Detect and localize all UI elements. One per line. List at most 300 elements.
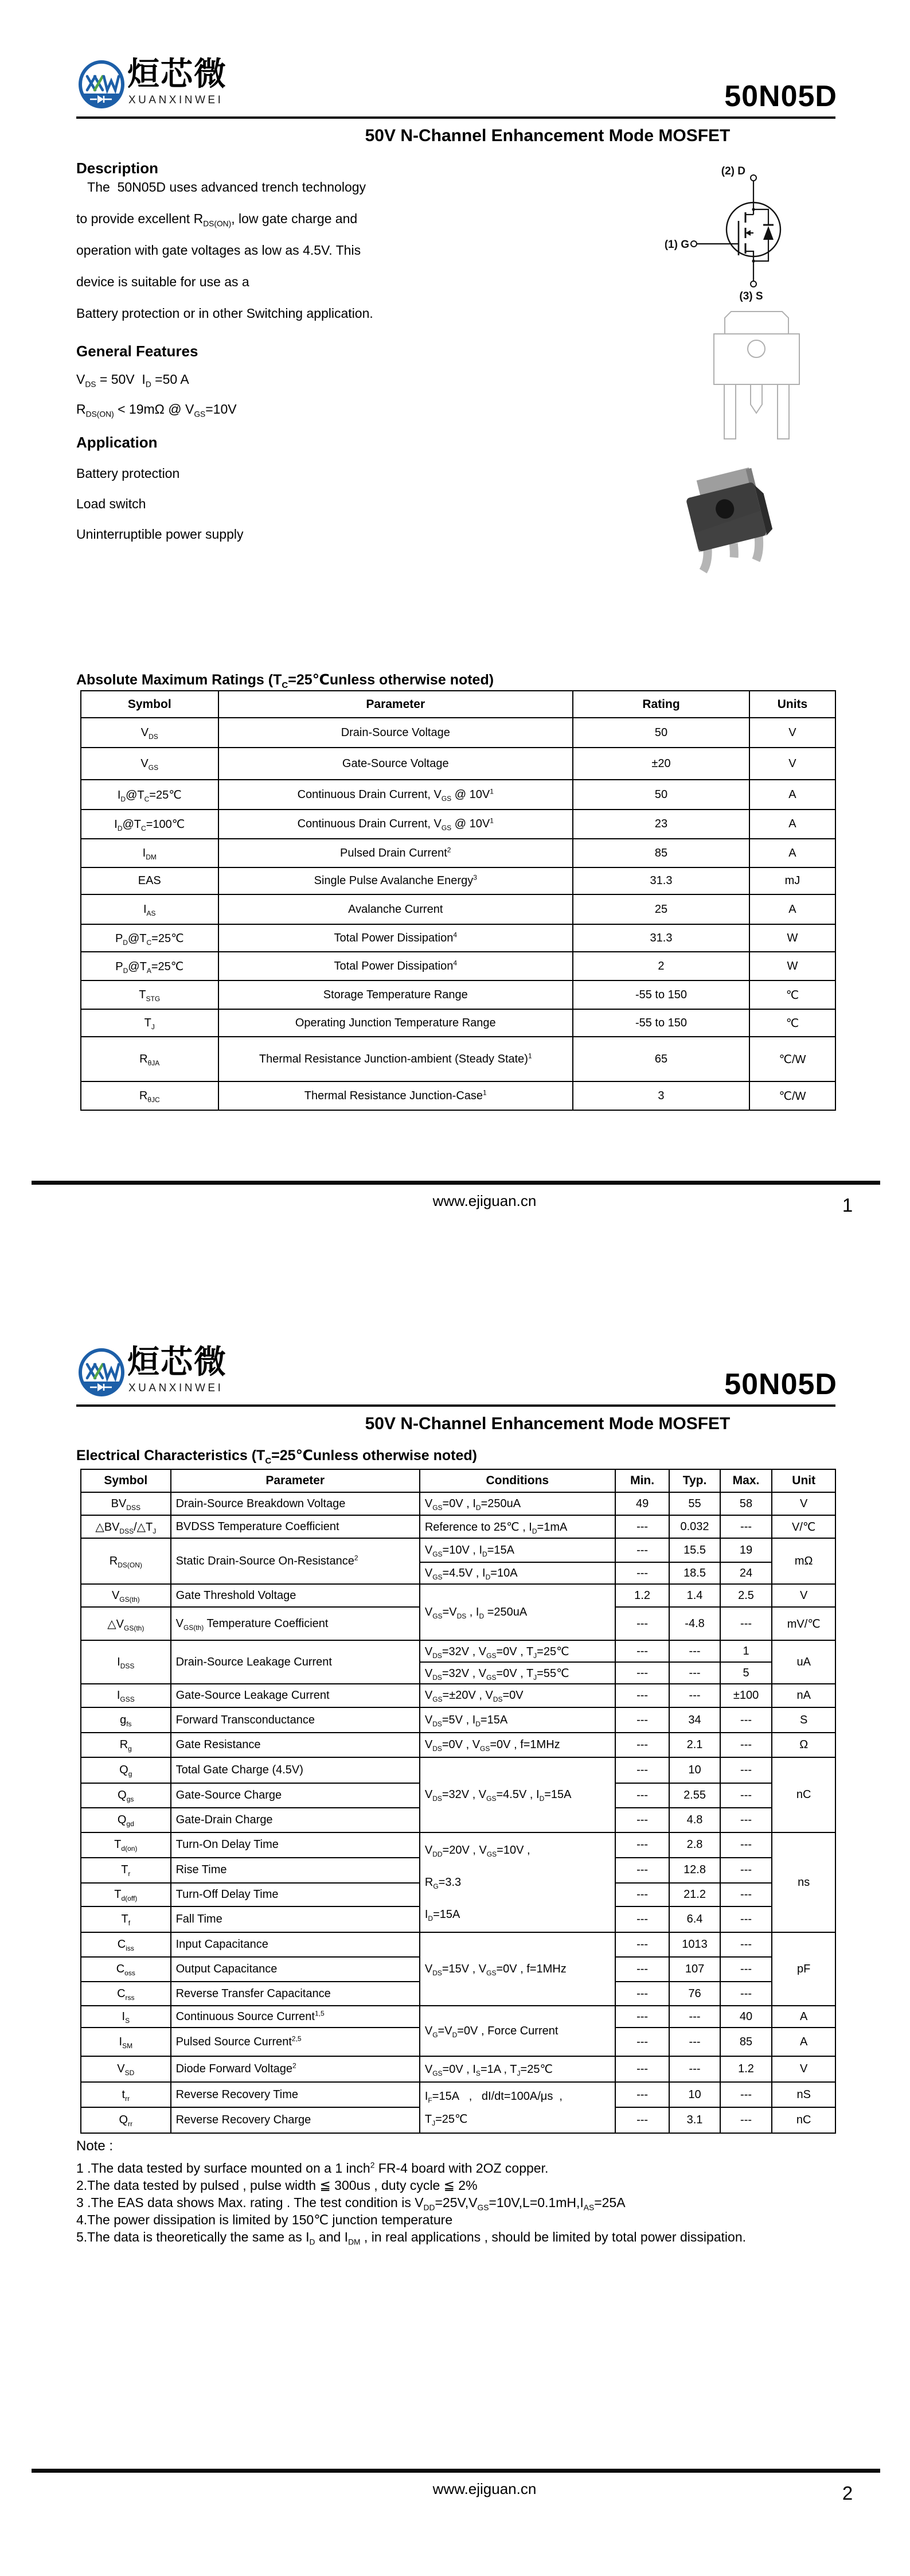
table-cell: ---	[615, 1662, 670, 1684]
table-cell: ±20	[573, 748, 749, 780]
table-cell: Single Pulse Avalanche Energy$^3$	[218, 867, 573, 894]
table-cell: Reverse Recovery Charge	[171, 2107, 420, 2133]
table-cell: ---	[720, 1707, 772, 1733]
table-row	[81, 1515, 835, 1538]
description-line: device is suitable for use as a	[76, 274, 249, 289]
footer-website: www.ejiguan.cn	[432, 1192, 537, 1209]
brand-logo-icon	[78, 60, 125, 109]
table-cell: 18.5	[669, 1562, 720, 1584]
table-cell: $\triangle V_{GS(th)}$	[81, 1607, 171, 1640]
table-cell: 34	[669, 1707, 720, 1733]
table-cell: ---	[720, 1982, 772, 2006]
table-cell: $g_{fs}$	[81, 1707, 171, 1733]
table-cell: ---	[615, 2056, 670, 2082]
table-row	[81, 780, 835, 810]
table-cell: $V_{DS}=32V$ , $V_{GS}=0V$ , $T_J=55℃$	[420, 1662, 615, 1684]
table-row	[81, 2082, 835, 2107]
table-cell: $C_{rss}$	[81, 1982, 171, 2006]
table-cell: $I_D@T_C=100℃$	[81, 810, 218, 839]
table-cell: 2.8	[669, 1832, 720, 1858]
part-number-title: 50N05D	[724, 80, 837, 113]
table-cell: $Q_{gd}$	[81, 1808, 171, 1832]
table-cell: ---	[615, 1858, 670, 1884]
general-features-list	[76, 372, 592, 431]
application-item: Battery protection	[76, 466, 180, 481]
table-cell: pF	[772, 1932, 835, 2006]
table-cell: 1	[720, 1640, 772, 1662]
table-cell: BVDSS Temperature Coefficient	[171, 1515, 420, 1538]
table-cell: 0.032	[669, 1515, 720, 1538]
table-cell: Total Power Dissipation$^4$	[218, 924, 573, 952]
table-row	[81, 1492, 835, 1515]
table-cell: 12.8	[669, 1858, 720, 1884]
table-row	[81, 1757, 835, 1783]
table-cell: $T_f$	[81, 1906, 171, 1932]
table-cell: Turn-Off Delay Time	[171, 1883, 420, 1906]
table-cell: -55 to 150	[573, 1009, 749, 1037]
table-cell: $R_{DS(ON)}$	[81, 1538, 171, 1584]
table-cell: ---	[669, 2028, 720, 2056]
table-cell: $V_{GS}$	[81, 748, 218, 780]
table-cell: $V_{DS}=15V$ , $V_{GS}=0V$ , f=1MHz	[420, 1932, 615, 2006]
table-cell: Avalanche Current	[218, 894, 573, 924]
table-cell: V	[772, 1492, 835, 1515]
column-header: Rating	[573, 691, 749, 718]
table-row	[81, 1037, 835, 1081]
table-cell: $C_{oss}$	[81, 1957, 171, 1982]
table-cell: -4.8	[669, 1607, 720, 1640]
table-cell: ---	[615, 1982, 670, 2006]
header-rule	[76, 116, 835, 119]
table-cell: $P_D@T_A=25℃$	[81, 952, 218, 980]
table-cell: 1.2	[720, 2056, 772, 2082]
table-cell: $V_{GS}=0V$ , $I_D=250uA$	[420, 1492, 615, 1515]
table-cell: ---	[720, 1808, 772, 1832]
page-number: 2	[842, 2482, 853, 2504]
table-cell: ---	[669, 1640, 720, 1662]
table-cell: ---	[615, 1957, 670, 1982]
table-cell: ---	[720, 1957, 772, 1982]
column-header: Parameter	[218, 691, 573, 718]
table-cell: A	[749, 894, 835, 924]
table-cell: ℃	[749, 980, 835, 1009]
description-line: operation with gate voltages as low as 4.5V. This	[76, 243, 361, 258]
table-cell: mΩ	[772, 1538, 835, 1584]
table-cell: ---	[720, 1832, 772, 1858]
table-cell: $V_{DD}=20V$ , $V_{GS}=10V$ , $R_G=3.3$ $I_D=15A$	[420, 1832, 615, 1932]
table-cell: $V_{GS(th)}$ Temperature Coefficient	[171, 1607, 420, 1640]
table-cell: $V_{GS}=V_{DS}$ , $I_D =250uA$	[420, 1584, 615, 1640]
table-cell: Input Capacitance	[171, 1932, 420, 1957]
table-cell: 85	[720, 2028, 772, 2056]
table-row	[81, 2006, 835, 2028]
table-cell: $C_{iss}$	[81, 1932, 171, 1957]
column-header: Max.	[720, 1469, 772, 1492]
table-cell: 2.55	[669, 1783, 720, 1808]
table-cell: $V_{SD}$	[81, 2056, 171, 2082]
table-cell: Total Gate Charge (4.5V)	[171, 1757, 420, 1783]
table-cell: 49	[615, 1492, 670, 1515]
table-row	[81, 1009, 835, 1037]
table-cell: V	[772, 1584, 835, 1607]
table-row	[81, 1932, 835, 1957]
table-cell: $V_{GS}=\pm 20V$ , $V_{DS}=0V$	[420, 1684, 615, 1707]
table-cell: Reverse Recovery Time	[171, 2082, 420, 2107]
table-cell: mV/℃	[772, 1607, 835, 1640]
table-cell: ---	[669, 2006, 720, 2028]
table-cell: $I_{GSS}$	[81, 1684, 171, 1707]
table-cell: Gate Resistance	[171, 1733, 420, 1757]
notes-list	[76, 2159, 827, 2246]
table-cell: $t_{rr}$	[81, 2082, 171, 2107]
description-paragraph	[76, 180, 592, 337]
table-cell: Turn-On Delay Time	[171, 1832, 420, 1858]
table-cell: A	[772, 2006, 835, 2028]
note-item: 5.The data is theoretically the same as $I_D$ and $I_{DM}$ , in real applications , should be limited by total power dissipation.	[76, 2229, 747, 2247]
table-cell: 21.2	[669, 1883, 720, 1906]
logo-company-name-cn: 烜芯微	[127, 1344, 227, 1380]
table-cell: $I_{DSS}$	[81, 1640, 171, 1684]
table-cell: ---	[615, 1733, 670, 1757]
table-cell: ---	[615, 1883, 670, 1906]
table-cell: ---	[720, 1607, 772, 1640]
table-cell: $Q_{rr}$	[81, 2107, 171, 2133]
package-outline-diagram	[709, 310, 804, 445]
table-cell: 76	[669, 1982, 720, 2006]
table-row	[81, 1733, 835, 1757]
table-cell: $T_J$	[81, 1009, 218, 1037]
table-cell: 23	[573, 810, 749, 839]
table-cell: 65	[573, 1037, 749, 1081]
note-item: 2.The data tested by pulsed , pulse width ≦ 300us , duty cycle ≦ 2%	[76, 2178, 478, 2193]
logo-company-name-cn: 烜芯微	[127, 56, 227, 92]
table-cell: $V_{GS}=0V$ , $I_S=1A$ , $T_J=25℃$	[420, 2056, 615, 2082]
table-cell: 1013	[669, 1932, 720, 1957]
table-row	[81, 980, 835, 1009]
table-cell: $V_{GS}=4.5V$ , $I_D=10A$	[420, 1562, 615, 1584]
table-cell: A	[749, 780, 835, 810]
table-cell: $V_{GS(th)}$	[81, 1584, 171, 1607]
source-terminal-label: (3) S	[739, 290, 763, 302]
abs-max-table	[80, 690, 836, 1111]
table-cell: 31.3	[573, 924, 749, 952]
description-heading: Description	[76, 159, 159, 177]
table-cell: ---	[615, 1808, 670, 1832]
table-cell: Output Capacitance	[171, 1957, 420, 1982]
elec-char-heading: Electrical Characteristics ($T_C=25℃unless$ otherwise noted)	[76, 1447, 478, 1466]
table-cell: $V_{DS}=32V$ , $V_{GS}=4.5V$ , $I_D=15A$	[420, 1757, 615, 1832]
table-cell: Rise Time	[171, 1858, 420, 1884]
table-row	[81, 748, 835, 780]
table-row	[81, 1584, 835, 1607]
table-row	[81, 1684, 835, 1707]
table-cell: ---	[720, 1883, 772, 1906]
table-cell: Continuous Drain Current, $V_{GS}$ @ $10V^1$	[218, 810, 573, 839]
table-row	[81, 839, 835, 867]
table-cell: Drain-Source Voltage	[218, 718, 573, 748]
table-cell: ---	[615, 1640, 670, 1662]
table-row	[81, 718, 835, 748]
table-cell: 19	[720, 1538, 772, 1562]
general-feature-line: $R_{DS(ON)} < 19m\Omega$ @ $V_{GS}=10V$	[76, 402, 237, 419]
table-header-row	[81, 1469, 835, 1492]
table-cell: 55	[669, 1492, 720, 1515]
table-cell: Reference to 25℃ , $I_D=1mA$	[420, 1515, 615, 1538]
table-cell: 1.2	[615, 1584, 670, 1607]
table-cell: ℃/W	[749, 1081, 835, 1110]
table-cell: nC	[772, 2107, 835, 2133]
table-cell: ---	[669, 1684, 720, 1707]
table-cell: $R_{\theta JA}$	[81, 1037, 218, 1081]
table-cell: Thermal Resistance Junction-Case$^1$	[218, 1081, 573, 1110]
table-cell: EAS	[81, 867, 218, 894]
table-cell: ---	[720, 1858, 772, 1884]
table-cell: Diode Forward Voltage$^2$	[171, 2056, 420, 2082]
table-cell: 50	[573, 718, 749, 748]
table-cell: -55 to 150	[573, 980, 749, 1009]
table-row	[81, 894, 835, 924]
table-cell: 50	[573, 780, 749, 810]
table-cell: V	[772, 2056, 835, 2082]
table-cell: Pulsed Drain Current$^2$	[218, 839, 573, 867]
column-header: Parameter	[171, 1469, 420, 1492]
table-cell: ---	[615, 1707, 670, 1733]
table-cell: $T_{d(on)}$	[81, 1832, 171, 1858]
table-row	[81, 867, 835, 894]
footer-website: www.ejiguan.cn	[432, 2480, 537, 2497]
table-cell: ---	[615, 2107, 670, 2133]
table-row	[81, 1832, 835, 1858]
table-cell: $P_D@T_C=25℃$	[81, 924, 218, 952]
table-cell: W	[749, 924, 835, 952]
table-row	[81, 1081, 835, 1110]
table-cell: 24	[720, 1562, 772, 1584]
table-cell: Continuous Source Current$^{1,5}$	[171, 2006, 420, 2028]
table-cell: ---	[615, 2006, 670, 2028]
general-features-heading: General Features	[76, 343, 198, 360]
table-cell: V	[749, 718, 835, 748]
table-cell: 2.1	[669, 1733, 720, 1757]
table-cell: Total Power Dissipation$^4$	[218, 952, 573, 980]
table-cell: ---	[720, 2107, 772, 2133]
application-heading: Application	[76, 434, 158, 451]
table-cell: ---	[615, 1906, 670, 1932]
table-cell: ns	[772, 1832, 835, 1932]
brand-logo-icon	[78, 1348, 125, 1397]
table-cell: 3.1	[669, 2107, 720, 2133]
table-header-row	[81, 691, 835, 718]
table-cell: nS	[772, 2082, 835, 2107]
table-cell: $T_{d(off)}$	[81, 1883, 171, 1906]
table-cell: 5	[720, 1662, 772, 1684]
general-feature-line: $V_{DS} = 50V$ $I_D =50$ A	[76, 372, 189, 389]
table-cell: $V_{GS}=10V$ , $I_D=15A$	[420, 1538, 615, 1562]
table-cell: ---	[720, 1783, 772, 1808]
table-row	[81, 810, 835, 839]
table-cell: $T_{STG}$	[81, 980, 218, 1009]
description-line: to provide excellent $R_{DS(ON)}$, low gate charge and	[76, 211, 358, 228]
table-cell: 25	[573, 894, 749, 924]
table-cell: ---	[669, 1662, 720, 1684]
table-cell: 15.5	[669, 1538, 720, 1562]
table-cell: Gate-Source Leakage Current	[171, 1684, 420, 1707]
table-cell: $I_{SM}$	[81, 2028, 171, 2056]
table-row	[81, 2056, 835, 2082]
table-cell: A	[749, 810, 835, 839]
column-header: Min.	[615, 1469, 670, 1492]
column-header: Typ.	[669, 1469, 720, 1492]
table-cell: $I_S$	[81, 2006, 171, 2028]
application-item: Load switch	[76, 496, 146, 511]
table-cell: Drain-Source Breakdown Voltage	[171, 1492, 420, 1515]
column-header: Symbol	[81, 1469, 171, 1492]
table-cell: 2.5	[720, 1584, 772, 1607]
table-cell: ---	[615, 1538, 670, 1562]
notes-heading: Note :	[76, 2138, 114, 2154]
table-cell: $V_G=V_D=0V$ , Force Current	[420, 2006, 615, 2056]
table-cell: Forward Transconductance	[171, 1707, 420, 1733]
table-cell: nC	[772, 1757, 835, 1832]
table-cell: 85	[573, 839, 749, 867]
table-cell: 1.4	[669, 1584, 720, 1607]
table-row	[81, 924, 835, 952]
table-cell: V	[749, 748, 835, 780]
logo-company-name-en: XUANXINWEI	[128, 1382, 224, 1394]
column-header: Conditions	[420, 1469, 615, 1492]
table-cell: mJ	[749, 867, 835, 894]
application-item: Uninterruptible power supply	[76, 527, 244, 542]
table-cell: ---	[720, 1757, 772, 1783]
footer-rule	[32, 1181, 880, 1185]
table-cell: A	[772, 2028, 835, 2056]
table-cell: Static Drain-Source On-Resistance$^2$	[171, 1538, 420, 1584]
table-cell: 2	[573, 952, 749, 980]
table-cell: ---	[615, 1783, 670, 1808]
table-cell: $R_g$	[81, 1733, 171, 1757]
table-cell: S	[772, 1707, 835, 1733]
table-cell: 3	[573, 1081, 749, 1110]
column-header: Units	[749, 691, 835, 718]
table-cell: ---	[720, 1932, 772, 1957]
table-cell: nA	[772, 1684, 835, 1707]
table-cell: V/℃	[772, 1515, 835, 1538]
table-cell: W	[749, 952, 835, 980]
table-cell: ---	[615, 2082, 670, 2107]
table-cell: 31.3	[573, 867, 749, 894]
table-cell: 10	[669, 2082, 720, 2107]
table-cell: ---	[615, 1562, 670, 1584]
abs-max-heading: Absolute Maximum Ratings ($T_C=25℃unless$ otherwise noted)	[76, 672, 494, 690]
table-cell: Ω	[772, 1733, 835, 1757]
table-row	[81, 1538, 835, 1562]
mosfet-symbol-diagram	[665, 155, 837, 310]
table-cell: ---	[615, 1607, 670, 1640]
table-cell: $T_r$	[81, 1858, 171, 1884]
table-row	[81, 952, 835, 980]
footer-rule	[32, 2469, 880, 2473]
note-item: 4.The power dissipation is limited by 150℃ junction temperature	[76, 2212, 453, 2227]
table-cell: $V_{DS}$	[81, 718, 218, 748]
table-cell: $R_{\theta JC}$	[81, 1081, 218, 1110]
table-cell: Gate-Source Voltage	[218, 748, 573, 780]
table-cell: A	[749, 839, 835, 867]
table-cell: 58	[720, 1492, 772, 1515]
table-cell: 10	[669, 1757, 720, 1783]
table-cell: Thermal Resistance Junction-ambient (Steady State)$^1$	[218, 1037, 573, 1081]
column-header: Symbol	[81, 691, 218, 718]
package-photo	[679, 468, 786, 591]
table-cell: ±100	[720, 1684, 772, 1707]
table-cell: Storage Temperature Range	[218, 980, 573, 1009]
table-cell: $\triangle BV_{DSS}/\triangle T_J$	[81, 1515, 171, 1538]
header-rule	[76, 1404, 835, 1407]
table-cell: ---	[615, 1515, 670, 1538]
table-cell: Continuous Drain Current, $V_{GS}$ @ $10V^1$	[218, 780, 573, 810]
table-cell: $I_{AS}$	[81, 894, 218, 924]
table-cell: ---	[615, 2028, 670, 2056]
table-cell: $BV_{DSS}$	[81, 1492, 171, 1515]
drain-terminal-label: (2) D	[721, 165, 745, 177]
note-item: 1 .The data tested by surface mounted on a 1 inch$^2$ FR-4 board with 2OZ copper.	[76, 2161, 549, 2176]
table-cell: $Q_{gs}$	[81, 1783, 171, 1808]
table-cell: $V_{DS}=5V$ , $I_D=15A$	[420, 1707, 615, 1733]
table-row	[81, 1640, 835, 1662]
table-cell: ---	[615, 1684, 670, 1707]
table-cell: ---	[615, 1832, 670, 1858]
table-cell: 40	[720, 2006, 772, 2028]
doc-subtitle: 50V N-Channel Enhancement Mode MOSFET	[365, 1414, 731, 1433]
table-cell: ---	[615, 1757, 670, 1783]
note-item: 3 .The EAS data shows Max. rating . The test condition is $V_{DD}=25V,V_{GS}=10V,L=0.1mH,I_{AS}=25A$	[76, 2195, 626, 2212]
table-cell: ---	[720, 1733, 772, 1757]
table-cell: $I_D@T_C=25℃$	[81, 780, 218, 810]
table-cell: $I_{DM}$	[81, 839, 218, 867]
description-line: Battery protection or in other Switching application.	[76, 306, 373, 321]
table-cell: ℃/W	[749, 1037, 835, 1081]
page-number: 1	[842, 1194, 853, 1216]
table-row	[81, 1707, 835, 1733]
table-cell: ℃	[749, 1009, 835, 1037]
column-header: Unit	[772, 1469, 835, 1492]
table-cell: Pulsed Source Current$^{2,5}$	[171, 2028, 420, 2056]
table-cell: Reverse Transfer Capacitance	[171, 1982, 420, 2006]
table-cell: Drain-Source Leakage Current	[171, 1640, 420, 1684]
page-2	[0, 1288, 910, 2576]
table-cell: Gate-Source Charge	[171, 1783, 420, 1808]
table-cell: Gate-Drain Charge	[171, 1808, 420, 1832]
table-cell: uA	[772, 1640, 835, 1684]
table-cell: $I_F=15A$ , dI/dt=100A/μs , $T_J=25℃$	[420, 2082, 615, 2133]
part-number-title: 50N05D	[724, 1368, 837, 1401]
table-cell: Gate Threshold Voltage	[171, 1584, 420, 1607]
table-cell: 107	[669, 1957, 720, 1982]
table-cell: 6.4	[669, 1906, 720, 1932]
table-cell: Fall Time	[171, 1906, 420, 1932]
table-cell: ---	[720, 1906, 772, 1932]
description-line: The 50N05D uses advanced trench technology	[76, 180, 366, 194]
table-cell: $V_{DS}=0V$ , $V_{GS}=0V$ , f=1MHz	[420, 1733, 615, 1757]
table-cell: ---	[669, 2056, 720, 2082]
table-cell: $Q_g$	[81, 1757, 171, 1783]
table-cell: 4.8	[669, 1808, 720, 1832]
gate-terminal-label: (1) G	[665, 239, 689, 251]
table-cell: ---	[615, 1932, 670, 1957]
application-list	[76, 466, 592, 557]
table-cell: $V_{DS}=32V$ , $V_{GS}=0V$ , $T_J=25℃$	[420, 1640, 615, 1662]
elec-char-table	[80, 1469, 836, 2134]
logo-company-name-en: XUANXINWEI	[128, 94, 224, 106]
table-cell: ---	[720, 2082, 772, 2107]
